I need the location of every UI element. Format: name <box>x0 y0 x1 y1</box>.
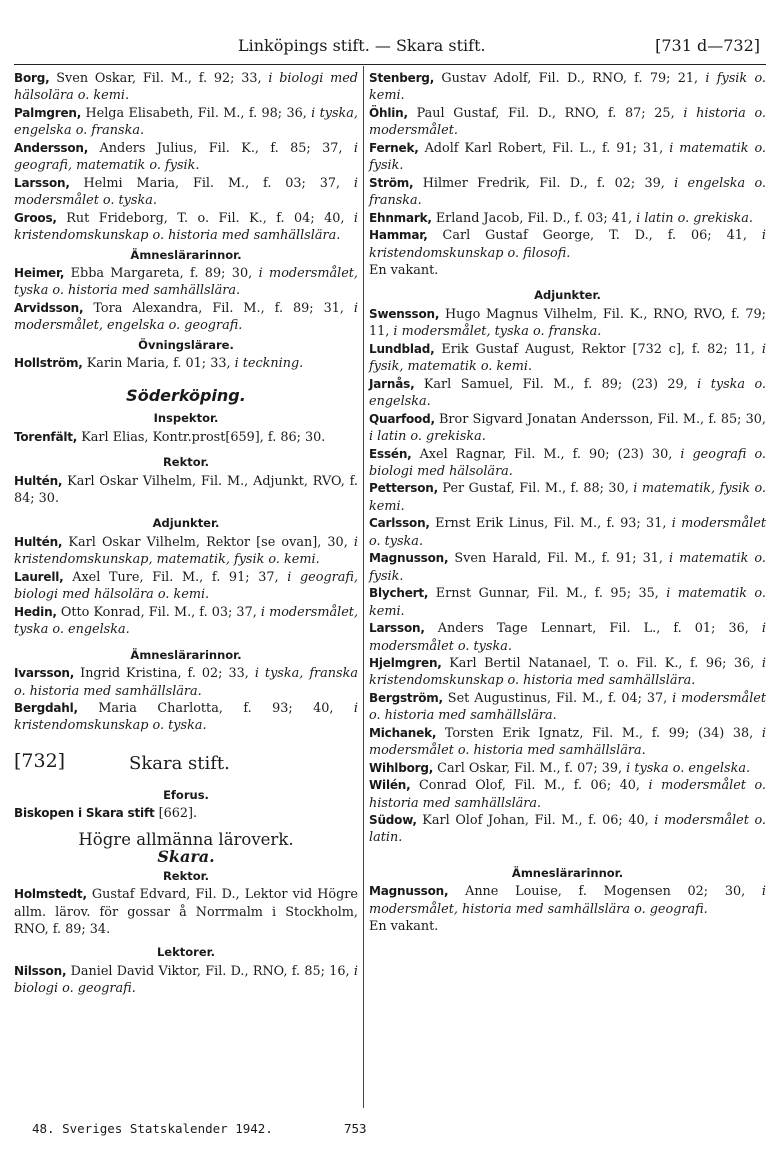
entry-name: Laurell, <box>14 569 64 584</box>
list-item <box>369 70 766 105</box>
entry-subjects: i kristendomskunskap, matematik, fysik o. kemi. <box>14 534 358 568</box>
entry-name: Ivarsson, <box>14 666 75 681</box>
entry-name: Hjelmgren, <box>369 655 442 670</box>
section-heading: Adjunkter. <box>152 516 220 531</box>
list-item <box>14 140 358 175</box>
entry-text: Anders Julius, Fil. K., f. 85; 37, <box>88 140 354 156</box>
section-heading: Ämneslärarinnor. <box>130 247 242 262</box>
header-rule <box>14 64 766 65</box>
entry-subjects: i kristendomskunskap o. tyska. <box>14 700 358 734</box>
entry-subjects: i geografi, biologi med hälsolära o. kemi. <box>14 569 358 603</box>
entry-subjects: i kristendomskunskap o. historia med samhällslära. <box>14 210 358 244</box>
entry-name: Hedin, <box>14 604 57 619</box>
list-item <box>14 665 358 700</box>
entry-subjects: i geografi, matematik o. fysik. <box>14 140 358 174</box>
entry-subjects: i modersmålet o. historia med samhällslära. <box>369 725 766 759</box>
place-heading: Söderköping. <box>126 385 246 405</box>
entry-subjects: i fysik, matematik o. kemi. <box>369 341 766 375</box>
list-item <box>369 655 766 690</box>
list-item <box>14 210 358 245</box>
entry-text: Ernst Gunnar, Fil. M., f. 95; 35, <box>428 586 667 602</box>
entry-subjects: i fysik o. kemi. <box>369 71 766 104</box>
list-item <box>369 341 766 376</box>
list-item <box>14 805 358 822</box>
entry-text: Erland Jacob, Fil. D., f. 03; 41, <box>431 210 637 226</box>
entry-subjects: i modersmålet o. historia med samhällslära. <box>369 778 766 811</box>
entry-subjects: i engelska o. franska. <box>369 175 767 209</box>
list-item <box>14 105 358 140</box>
list-item <box>369 883 766 918</box>
footer-publication: 48. Sveriges Statskalender 1942. <box>32 1121 273 1136</box>
entry-subjects: i tyska o. engelska. <box>369 376 766 410</box>
entry-name: Biskopen i Skara stift <box>14 806 155 821</box>
entry-subjects: i matematik, fysik o. kemi. <box>369 481 766 514</box>
list-item <box>369 550 766 585</box>
entry-name: Petterson, <box>369 481 438 496</box>
entry-subjects: i modersmålet o. latin. <box>369 813 766 846</box>
list-item <box>14 300 358 335</box>
list-item <box>369 227 766 262</box>
entry-name: Larsson, <box>369 621 425 636</box>
entry-name: Jarnås, <box>369 376 415 391</box>
list-item <box>369 175 766 210</box>
entry-name: Wihlborg, <box>369 760 434 775</box>
entry-text: Hilmer Fredrik, Fil. D., f. 02; 39, <box>413 175 675 191</box>
entry-subjects: i kristendomskunskap o. historia med samhällslära. <box>369 655 766 689</box>
list-item <box>14 604 358 639</box>
entry-text: Karl Oskar Vilhelm, Fil. M., Adjunkt, RVO, f. 84; 30. <box>14 473 358 506</box>
entry-text: Helmi Maria, Fil. M., f. 03; 37, <box>69 175 354 191</box>
entry-name: Hammar, <box>369 228 428 243</box>
entry-text: Gustav Adolf, Fil. D., RNO, f. 79; 21, <box>434 71 706 86</box>
entry-subjects: i matematik o. fysik. <box>369 551 766 584</box>
entry-name: Fernek, <box>369 140 419 155</box>
section-heading: Inspektor. <box>153 411 219 426</box>
entry-name: Larsson, <box>14 175 70 190</box>
entry-text: Daniel David Viktor, Fil. D., RNO, f. 85; 16, <box>66 963 354 979</box>
section-heading: Eforus. <box>163 787 209 802</box>
list-item <box>369 376 766 411</box>
entry-name: Südow, <box>369 813 417 828</box>
entry-subjects: i modersmålet o. tyska. <box>14 175 358 209</box>
running-header-range: [731 d—732] <box>655 36 760 55</box>
entry-text: Helga Elisabeth, Fil. M., f. 98; 36, <box>81 105 312 121</box>
entry-subjects: i latin o. grekiska. <box>369 429 486 445</box>
entry-subjects: i modersmålet o. tyska. <box>369 621 766 654</box>
entry-name: Magnusson, <box>369 884 449 899</box>
stift-number: [732] <box>14 749 66 772</box>
vacancy-note: En vakant. <box>369 919 439 935</box>
list-item <box>369 210 766 227</box>
stift-name: Skara stift. <box>129 752 230 774</box>
vacancy-note: En vakant. <box>369 262 439 278</box>
list-item <box>14 534 358 569</box>
entry-text: Ingrid Kristina, f. 02; 33, <box>74 666 255 682</box>
entry-name: Palmgren, <box>14 105 82 120</box>
entry-text: Torsten Erik Ignatz, Fil. M., f. 99; (34) 38, <box>436 725 762 741</box>
list-item <box>14 886 358 938</box>
entry-text: [662]. <box>154 806 198 822</box>
entry-name: Nilsson, <box>14 963 67 978</box>
list-item <box>369 480 766 515</box>
entry-subjects: i historia o. modersmålet. <box>369 105 766 139</box>
entry-subjects: i biologi med hälsolära o. kemi. <box>14 71 358 104</box>
entry-text: Otto Konrad, Fil. M., f. 03; 37, <box>56 604 261 620</box>
entry-subjects: i teckning. <box>234 356 304 372</box>
footer-page-number: 753 <box>344 1121 367 1136</box>
entry-name: Groos, <box>14 210 57 225</box>
entry-name: Wilén, <box>369 778 411 793</box>
entry-subjects: i geografi o. biologi med hälsolära. <box>369 446 767 479</box>
right-column <box>369 70 766 936</box>
list-item <box>369 760 766 777</box>
entry-text: Axel Ragnar, Fil. M., f. 90; (23) 30, <box>411 446 681 462</box>
entry-text: Karin Maria, f. 01; 33, <box>82 356 235 372</box>
entry-text: Conrad Olof, Fil. M., f. 06; 40, <box>410 778 649 794</box>
entry-text: Ebba Margareta, f. 89; 30, <box>64 265 259 281</box>
entry-text: Karl Bertil Natanael, T. o. Fil. K., f. 96; 36, <box>441 655 762 671</box>
entry-text: Maria Charlotta, f. 93; 40, <box>77 700 354 716</box>
institution-place: Skara. <box>157 847 215 867</box>
entry-subjects: i modersmålet o. historia med samhällslära. <box>369 690 766 724</box>
entry-text: Bror Sigvard Jonatan Andersson, Fil. M., f. 85; 30, <box>434 411 766 427</box>
list-item <box>14 175 358 210</box>
list-item <box>14 70 358 105</box>
entry-name: Michanek, <box>369 725 437 740</box>
entry-subjects: i tyska, franska o. historia med samhällslära. <box>14 666 359 699</box>
left-column <box>14 70 358 998</box>
entry-name: Ström, <box>369 175 414 190</box>
entry-name: Essén, <box>369 446 412 461</box>
entry-name: Carlsson, <box>369 516 430 531</box>
entry-name: Magnusson, <box>369 551 449 566</box>
entry-text: Anders Tage Lennart, Fil. L., f. 01; 36, <box>424 621 762 637</box>
entry-text: Carl Gustaf George, T. D., f. 06; 41, <box>427 228 762 244</box>
entry-subjects: i modersmålet o. tyska. <box>369 516 766 549</box>
entry-name: Arvidsson, <box>14 300 84 315</box>
list-item <box>14 429 358 446</box>
entry-subjects: i modersmålet, tyska o. engelska. <box>14 604 359 638</box>
entry-name: Andersson, <box>14 140 89 155</box>
entry-text: Karl Samuel, Fil. M., f. 89; (23) 29, <box>414 376 698 392</box>
list-item <box>369 620 766 655</box>
entry-name: Bergdahl, <box>14 700 78 715</box>
entry-text: Tora Alexandra, Fil. M., f. 89; 31, <box>83 300 354 316</box>
stift-heading <box>14 749 358 785</box>
list-item <box>369 777 766 812</box>
entry-text: Paul Gustaf, Fil. D., RNO, f. 87; 25, <box>407 105 684 121</box>
entry-text: Karl Olof Johan, Fil. M., f. 06; 40, <box>416 813 655 829</box>
list-item <box>369 690 766 725</box>
list-item <box>14 569 358 604</box>
entry-text: Per Gustaf, Fil. M., f. 88; 30, <box>437 481 634 497</box>
list-item <box>369 411 766 446</box>
section-heading: Rektor. <box>162 868 210 883</box>
section-heading: Adjunkter. <box>534 288 601 303</box>
section-heading: Ämneslärarinnor. <box>130 647 242 662</box>
list-item <box>369 105 766 140</box>
list-item <box>14 963 358 998</box>
entry-name: Borg, <box>14 71 50 85</box>
entry-text: Anne Louise, f. Mogensen 02; 30, <box>448 884 762 900</box>
list-item <box>14 265 358 300</box>
entry-name: Hollström, <box>14 356 83 371</box>
entry-text: Carl Oskar, Fil. M., f. 07; 39, <box>433 760 627 776</box>
list-item <box>14 473 358 508</box>
list-item <box>369 140 766 175</box>
entry-name: Blychert, <box>369 586 429 601</box>
entry-text: Hugo Magnus Vilhelm, Fil. K., RNO, RVO, f. 79; 11, <box>369 306 766 340</box>
list-item <box>369 446 766 481</box>
entry-name: Heimer, <box>14 265 65 280</box>
entry-subjects: i tyska, engelska o. franska. <box>14 105 359 139</box>
entry-text: Sven Harald, Fil. M., f. 91; 31, <box>448 551 670 567</box>
entry-subjects: i matematik o. fysik. <box>369 140 767 174</box>
list-item <box>369 515 766 550</box>
entry-subjects: i tyska o. engelska. <box>626 760 751 776</box>
entry-text: Sven Oskar, Fil. M., f. 92; 33, <box>49 71 269 86</box>
section-heading: Rektor. <box>162 455 210 470</box>
list-item <box>369 306 766 341</box>
entry-subjects: i modersmålet, tyska o. franska. <box>393 324 602 340</box>
list-item <box>369 585 766 620</box>
entry-name: Stenberg, <box>369 71 435 85</box>
entry-name: Torenfält, <box>14 429 78 444</box>
entry-subjects: i latin o. grekiska. <box>636 210 753 226</box>
entry-subjects: i modersmålet, historia med samhällslära o. geografi. <box>369 884 766 917</box>
entry-name: Lundblad, <box>369 341 435 356</box>
entry-text: Karl Oskar Vilhelm, Rektor [se ovan], 30, <box>62 534 354 550</box>
entry-subjects: i modersmålet, tyska o. historia med samhällslära. <box>14 265 358 299</box>
section-heading: Lektorer. <box>156 945 216 960</box>
institution-title: Högre allmänna läroverk. <box>78 829 294 849</box>
entry-text: Gustaf Edvard, Fil. D., Lektor vid Högre allm. lärov. för gossar å Norrmalm i Stockholm, RNO, f. 89; 34. <box>14 887 358 938</box>
entry-text: Set Augustinus, Fil. M., f. 04; 37, <box>442 690 673 706</box>
running-header-title: Linköpings stift. — Skara stift. <box>238 36 486 55</box>
section-heading: Ämneslärarinnor. <box>511 865 624 880</box>
list-item <box>369 725 766 760</box>
entry-name: Ehnmark, <box>369 210 432 225</box>
entry-subjects: i biologi o. geografi. <box>14 963 358 997</box>
entry-name: Öhlin, <box>369 105 408 120</box>
column-divider <box>363 66 364 1108</box>
entry-text: Adolf Karl Robert, Fil. L., f. 91; 31, <box>418 140 670 156</box>
entry-name: Hultén, <box>14 473 63 488</box>
entry-text: Ernst Erik Linus, Fil. M., f. 93; 31, <box>429 516 672 532</box>
entry-subjects: i matematik o. kemi. <box>369 586 766 619</box>
list-item <box>14 355 358 372</box>
list-item <box>14 700 358 735</box>
entry-name: Bergström, <box>369 690 443 705</box>
entry-text: Axel Ture, Fil. M., f. 91; 37, <box>63 569 288 585</box>
entry-text: Rut Frideborg, T. o. Fil. K., f. 04; 40, <box>56 210 354 226</box>
entry-name: Swensson, <box>369 306 440 321</box>
entry-text: Karl Elias, Kontr.prost[659], f. 86; 30. <box>77 429 326 445</box>
entry-name: Quarfood, <box>369 411 435 426</box>
entry-name: Holmstedt, <box>14 887 87 902</box>
list-item <box>369 812 766 847</box>
entry-text: Erik Gustaf August, Rektor [732 c], f. 82; 11, <box>434 341 762 357</box>
entry-name: Hultén, <box>14 534 63 549</box>
entry-subjects: i modersmålet, engelska o. geografi. <box>14 300 358 334</box>
section-heading: Övningslärare. <box>138 337 234 352</box>
entry-subjects: i kristendomskunskap o. filosofi. <box>369 228 766 261</box>
